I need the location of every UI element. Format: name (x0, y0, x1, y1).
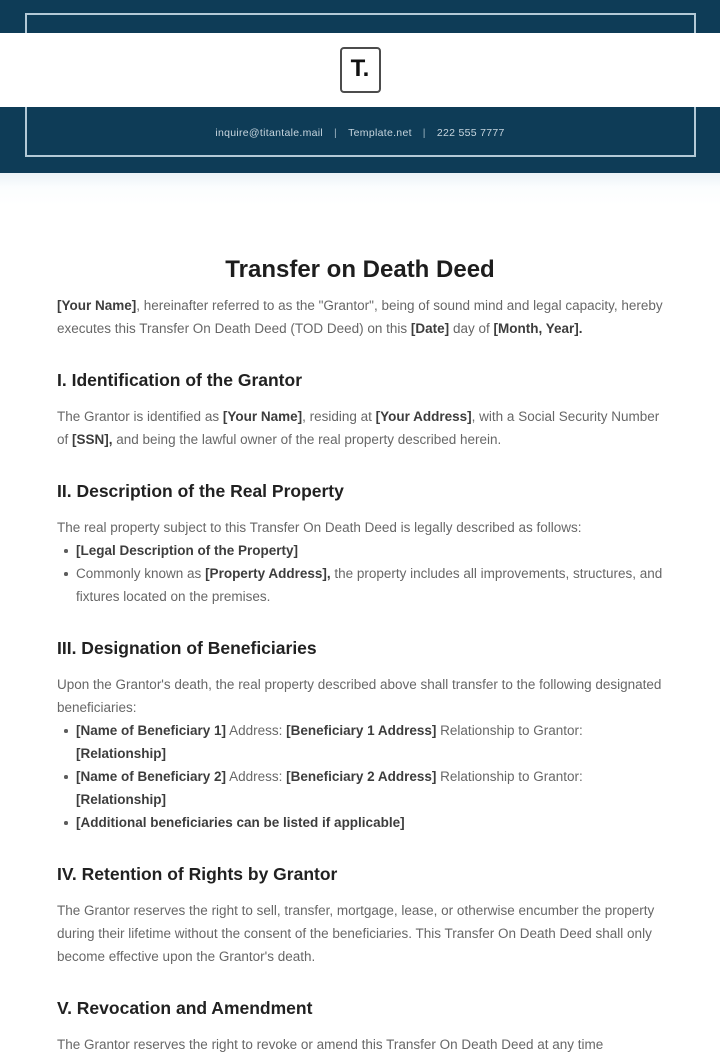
bullet-item: [Name of Beneficiary 1] Address: [Beneficiary 1 Address] Relationship to Grantor: [Relationship] (64, 719, 663, 765)
section-paragraph: The real property subject to this Transfer On Death Deed is legally described as follows: (57, 520, 582, 535)
sections (57, 370, 663, 1056)
letterhead (0, 0, 720, 173)
logo-stripe (0, 33, 720, 107)
logo-letter: T. (350, 55, 370, 82)
document-content (57, 173, 663, 1056)
contact-separator: | (334, 127, 338, 139)
section-designation-of-beneficiaries (57, 638, 663, 834)
section-heading: V. Revocation and Amendment (57, 998, 313, 1018)
section-heading: II. Description of the Real Property (57, 481, 344, 501)
contact-item: Template.net (348, 127, 412, 139)
bullet-list (57, 719, 663, 834)
bullet-item: [Name of Beneficiary 2] Address: [Beneficiary 2 Address] Relationship to Grantor: [Relationship] (64, 765, 663, 811)
section-retention-of-rights-by-grantor (57, 864, 663, 968)
contact-item: 222 555 7777 (436, 127, 505, 139)
contact-separator: | (422, 127, 426, 139)
company-logo (340, 47, 381, 93)
contact-item: inquire@titantale.mail (215, 127, 324, 139)
document-page (0, 173, 720, 1052)
contact-line (0, 127, 720, 139)
section-paragraph: The Grantor is identified as [Your Name], residing at [Your Address], with a Social Security Number of [SSN], and being the lawful owner of the real property described herein. (57, 409, 660, 447)
section-revocation-and-amendment (57, 998, 663, 1056)
bullet-item: [Additional beneficiaries can be listed if applicable] (64, 811, 663, 834)
section-paragraph: The Grantor reserves the right to revoke or amend this Transfer On Death Deed at any time (57, 1037, 604, 1052)
section-description-of-the-real-property (57, 481, 663, 608)
section-paragraph: The Grantor reserves the right to sell, transfer, mortgage, lease, or otherwise encumber the property during their lifetime without the consent of the beneficiaries. This Transfer On Death Deed shall only become effective upon the Grantor's death. (57, 903, 655, 964)
document-title: Transfer on Death Deed (225, 256, 495, 283)
bullet-item: [Legal Description of the Property] (64, 539, 663, 562)
bullet-list (57, 539, 663, 608)
section-heading: IV. Retention of Rights by Grantor (57, 864, 338, 884)
section-identification-of-the-grantor (57, 370, 663, 451)
bullet-item: Commonly known as [Property Address], the property includes all improvements, structures, and fixtures located on the premises. (64, 562, 663, 608)
section-heading: III. Designation of Beneficiaries (57, 638, 317, 658)
section-paragraph: Upon the Grantor's death, the real property described above shall transfer to the following designated beneficiaries: (57, 677, 662, 715)
section-heading: I. Identification of the Grantor (57, 370, 302, 390)
intro-paragraph: [Your Name], hereinafter referred to as the "Grantor", being of sound mind and legal capacity, hereby executes this Transfer On Death Deed (TOD Deed) on this [Date] day of [Month, Year]. (57, 298, 663, 336)
